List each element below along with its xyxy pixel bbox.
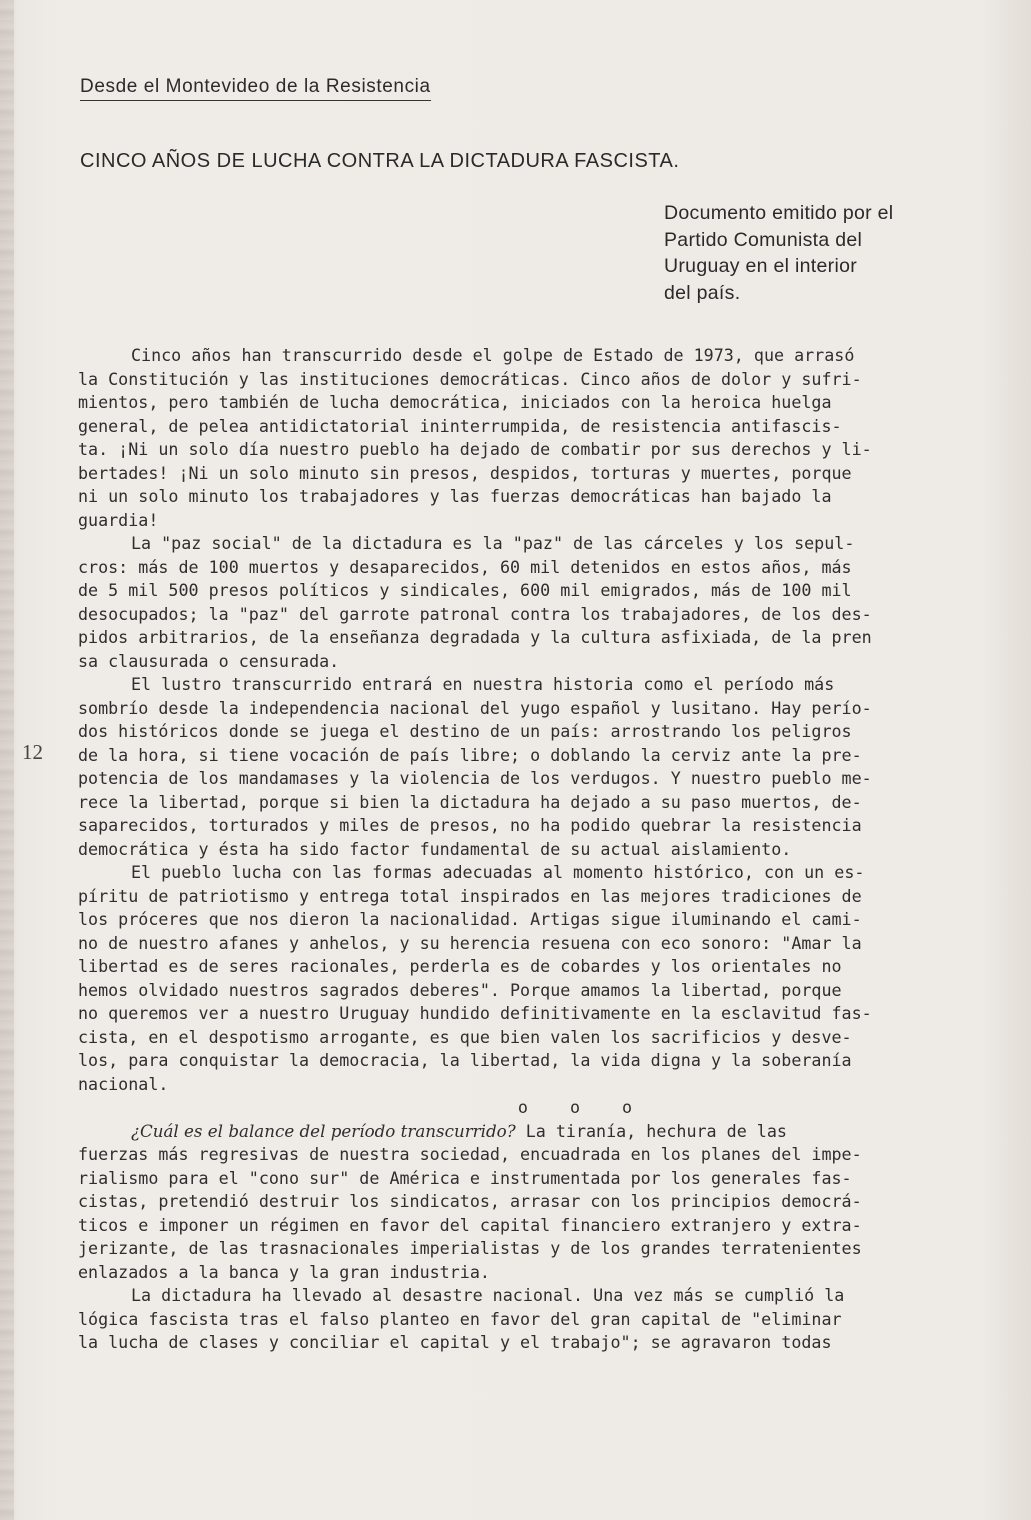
byline-line: Documento emitido por el	[664, 202, 894, 224]
text-line: cista, en el despotismo arrogante, es que bien valen los sacrificios y desve-	[78, 1026, 852, 1047]
text-line: El pueblo lucha con las formas adecuadas al momento histórico, con un es-	[131, 862, 865, 882]
text-line	[78, 1120, 1008, 1144]
text-line: rialismo para el "cono sur" de América e instrumentada por los generales fas-	[78, 1167, 852, 1188]
section-separator: o o o	[517, 1097, 649, 1117]
text-line: pidos arbitrarios, de la enseñanza degradada y la cultura asfixiada, de la pren	[78, 627, 872, 647]
byline-line: Partido Comunista del	[664, 228, 863, 251]
body-text	[78, 344, 1008, 1355]
text-line: de la hora, si tiene vocación de país libre; o doblando la cerviz ante la pre-	[78, 744, 862, 765]
text-line: La "paz social" de la dictadura es la "paz" de las cárceles y los sepul-	[131, 533, 855, 553]
text-span: La tiranía, hechura de las	[515, 1120, 787, 1141]
text-line: de 5 mil 500 presos políticos y sindicales, 600 mil emigrados, más de 100 mil	[78, 580, 852, 600]
text-line: mientos, pero también de lucha democrática, iniciados con la heroica huelga	[78, 392, 832, 412]
text-line: democrática y ésta ha sido factor fundamental de su actual aislamiento.	[78, 838, 792, 859]
italic-question: ¿Cuál es el balance del período transcurrido?	[131, 1120, 516, 1141]
page-binding-edge	[0, 0, 14, 1520]
text-line: guardia!	[78, 509, 159, 530]
text-line: los próceres que nos dieron la nacionalidad. Artigas sigue iluminando el cami-	[78, 909, 862, 929]
text-line: potencia de los mandamases y la violencia de los verdugos. Y nuestro pueblo me-	[78, 768, 872, 788]
text-line: lógica fascista tras el falso planteo en favor del gran capital de "eliminar	[78, 1308, 842, 1329]
text-line: ni un solo minuto los trabajadores y las fuerzas democráticas han bajado la	[78, 486, 832, 506]
text-line: jerizante, de las trasnacionales imperialistas y de los grandes terratenientes	[78, 1238, 862, 1258]
text-line: enlazados a la banca y la gran industria.	[78, 1261, 490, 1282]
text-line: la Constitución y las instituciones democráticas. Cinco años de dolor y sufri-	[78, 368, 862, 389]
document-title: CINCO AÑOS DE LUCHA CONTRA LA DICTADURA FASCISTA.	[80, 150, 680, 172]
text-line: cros: más de 100 muertos y desaparecidos, 60 mil detenidos en estos años, más	[78, 556, 852, 577]
text-line: La dictadura ha llevado al desastre nacional. Una vez más se cumplió la	[131, 1285, 845, 1305]
text-line: dos históricos donde se juega el destino de un país: arrostrando los peligros	[78, 721, 852, 741]
text-line: ticos e imponer un régimen en favor del capital financiero extranjero y extra-	[78, 1214, 862, 1235]
text-line: general, de pelea antidictatorial ininterrumpida, de resistencia antifascis-	[78, 415, 842, 436]
text-line: hemos olvidado nuestros sagrados deberes". Porque amamos la libertad, porque	[78, 979, 842, 1000]
text-line: los, para conquistar la democracia, la libertad, la vida digna y la soberanía	[78, 1050, 852, 1070]
text-line: nacional.	[78, 1073, 169, 1094]
text-line: píritu de patriotismo y entrega total inspirados en las mejores tradiciones de	[78, 885, 862, 906]
text-line: fuerzas más regresivas de nuestra sociedad, encuadrada en los planes del impe-	[78, 1144, 862, 1164]
section-header: Desde el Montevideo de la Resistencia	[80, 76, 431, 101]
page-number: 12	[22, 740, 43, 764]
text-line: no queremos ver a nuestro Uruguay hundido definitivamente en la esclavitud fas-	[78, 1003, 872, 1023]
text-line: sombrío desde la independencia nacional del yugo español y lusitano. Hay perío-	[78, 697, 872, 718]
text-line: ta. ¡Ni un solo día nuestro pueblo ha dejado de combatir por sus derechos y li-	[78, 439, 872, 459]
text-line: El lustro transcurrido entrará en nuestra historia como el período más	[131, 674, 835, 694]
text-line: saparecidos, torturados y miles de presos, no ha podido quebrar la resistencia	[78, 815, 862, 835]
byline-line: del país.	[664, 281, 741, 304]
text-line: rece la libertad, porque si bien la dictadura ha dejado a su paso muertos, de-	[78, 791, 862, 812]
byline-line: Uruguay en el interior	[664, 255, 858, 277]
text-line: libertad es de seres racionales, perderla es de cobardes y los orientales no	[78, 956, 842, 976]
byline	[664, 200, 984, 306]
text-line: cistas, pretendió destruir los sindicatos, arrasar con los principios democrá-	[78, 1191, 862, 1211]
text-line: no de nuestro afanes y anhelos, y su herencia resuena con eco sonoro: "Amar la	[78, 932, 862, 953]
text-line: Cinco años han transcurrido desde el golpe de Estado de 1973, que arrasó	[131, 345, 855, 365]
text-line: sa clausurada o censurada.	[78, 650, 340, 671]
text-line: desocupados; la "paz" del garrote patronal contra los trabajadores, de los des-	[78, 603, 872, 624]
text-line: la lucha de clases y conciliar el capital y el trabajo"; se agravaron todas	[78, 1332, 832, 1352]
text-line: bertades! ¡Ni un solo minuto sin presos, despidos, torturas y muertes, porque	[78, 462, 852, 483]
